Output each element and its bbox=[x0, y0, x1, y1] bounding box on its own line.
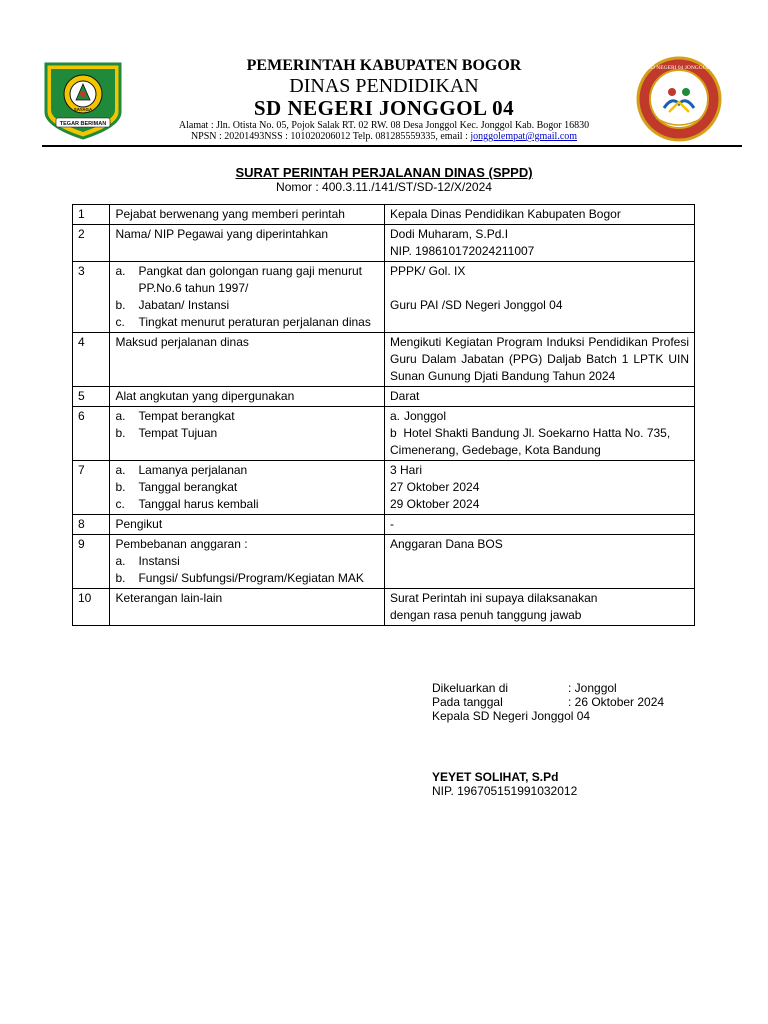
table-row bbox=[73, 333, 695, 387]
header-contact-info: NPSN : 20201493NSS : 101020206012 Telp. 081285559335, email : bbox=[190, 131, 468, 142]
header-office: DINAS PENDIDIKAN bbox=[289, 75, 479, 97]
row-value: Mengikuti Kegiatan Program Induksi Pendidikan Profesi Guru Dalam Jabatan (PPG) Daljab Batch 1 LPTK UIN Sunan Gunung Djati Bandung Tahun 2024 bbox=[384, 333, 694, 387]
svg-text:SD NEGERI 04 JONGGOL: SD NEGERI 04 JONGGOL bbox=[647, 65, 711, 71]
table-row bbox=[73, 589, 695, 626]
table-row bbox=[73, 461, 695, 515]
sppd-table bbox=[72, 204, 695, 626]
item-marker: b. bbox=[115, 298, 126, 312]
email-link[interactable]: jonggolempat@gmail.com bbox=[470, 131, 578, 142]
issued-date-row bbox=[432, 695, 664, 709]
item-marker: b. bbox=[115, 571, 126, 585]
sub-item-text: Pangkat dan golongan ruang gaji menurut PP.No.6 tahun 1997/ bbox=[138, 264, 362, 295]
row-value bbox=[384, 262, 694, 333]
sub-item bbox=[115, 425, 379, 442]
position-value: Guru PAI /SD Negeri Jonggol 04 bbox=[389, 298, 563, 312]
item-marker: a. bbox=[389, 409, 400, 423]
issued-at-label: Dikeluarkan di bbox=[432, 681, 509, 695]
item-marker: b bbox=[389, 426, 397, 440]
row-number: 1 bbox=[73, 205, 110, 225]
table-row bbox=[73, 262, 695, 333]
item-marker: b. bbox=[115, 480, 126, 494]
sub-item-text: Hotel Shakti Bandung Jl. Soekarno Hatta No. 735, Cimenerang, Gedebage, Kota Bandung bbox=[389, 426, 671, 457]
row-value bbox=[384, 461, 694, 515]
emblem-motto-text: TEGAR BERIMAN bbox=[59, 121, 107, 127]
remark-line: dengan rasa penuh tanggung jawab bbox=[389, 608, 582, 622]
item-marker: a. bbox=[115, 264, 126, 278]
header-school-name: SD NEGERI JONGGOL 04 bbox=[253, 96, 515, 120]
row-value: Kepala Dinas Pendidikan Kabupaten Bogor bbox=[384, 205, 694, 225]
header-divider bbox=[42, 145, 742, 147]
sub-item bbox=[390, 408, 689, 425]
sub-item-text: Jabatan/ Instansi bbox=[138, 298, 230, 312]
employee-nip: NIP. 198610172024211007 bbox=[389, 244, 535, 258]
sub-item bbox=[115, 496, 379, 513]
sub-item bbox=[390, 425, 689, 459]
sub-item bbox=[115, 570, 379, 587]
sub-item bbox=[115, 297, 379, 314]
row-label bbox=[110, 407, 385, 461]
item-marker: a. bbox=[115, 463, 126, 477]
sub-item-text: Tingkat menurut peraturan perjalanan dinas bbox=[138, 315, 371, 329]
document-title: SURAT PERINTAH PERJALANAN DINAS (SPPD) bbox=[235, 165, 533, 180]
sub-item bbox=[115, 314, 379, 331]
duration-value: 3 Hari bbox=[389, 463, 422, 477]
rank-value: PPPK/ Gol. IX bbox=[389, 264, 466, 278]
row-value bbox=[384, 407, 694, 461]
employee-name: Dodi Muharam, S.Pd.I bbox=[389, 227, 509, 241]
row-number: 4 bbox=[73, 333, 110, 387]
row-number: 8 bbox=[73, 515, 110, 535]
document-number: Nomor : 400.3.11./141/ST/SD-12/X/2024 bbox=[276, 180, 492, 194]
item-marker: c. bbox=[115, 315, 125, 329]
signature-block bbox=[432, 770, 577, 798]
item-marker: a. bbox=[115, 409, 126, 423]
sub-item bbox=[115, 462, 379, 479]
letterhead bbox=[0, 0, 768, 150]
row-number: 6 bbox=[73, 407, 110, 461]
row-number: 7 bbox=[73, 461, 110, 515]
issued-date-value: : 26 Oktober 2024 bbox=[568, 695, 665, 709]
sub-item-text: Tanggal berangkat bbox=[138, 480, 238, 494]
table-row bbox=[73, 205, 695, 225]
sub-item bbox=[115, 408, 379, 425]
row-value bbox=[384, 589, 694, 626]
row-number: 10 bbox=[73, 589, 110, 626]
row-label: Maksud perjalanan dinas bbox=[110, 333, 385, 387]
row-label bbox=[110, 461, 385, 515]
sub-item-text: Pembebanan anggaran : bbox=[115, 537, 248, 551]
return-date: 29 Oktober 2024 bbox=[389, 497, 480, 511]
item-marker: b. bbox=[115, 426, 126, 440]
row-value: Anggaran Dana BOS bbox=[384, 535, 694, 589]
issued-at-value: : Jonggol bbox=[568, 681, 617, 695]
row-label: Pengikut bbox=[110, 515, 385, 535]
row-number: 5 bbox=[73, 387, 110, 407]
row-label bbox=[110, 262, 385, 333]
row-number: 3 bbox=[73, 262, 110, 333]
sub-item-text: Lamanya perjalanan bbox=[138, 463, 248, 477]
row-number: 2 bbox=[73, 225, 110, 262]
issued-at-row bbox=[432, 681, 664, 695]
issued-date-label: Pada tanggal bbox=[432, 695, 503, 709]
table-row bbox=[73, 515, 695, 535]
table-row bbox=[73, 225, 695, 262]
row-label bbox=[110, 535, 385, 589]
header-government: PEMERINTAH KABUPATEN BOGOR bbox=[246, 57, 522, 74]
sub-item-text: Jonggol bbox=[403, 409, 447, 423]
row-label: Keterangan lain-lain bbox=[110, 589, 385, 626]
signer-nip: NIP. 196705151991032012 bbox=[432, 784, 578, 798]
sub-item bbox=[115, 263, 379, 297]
item-marker: a. bbox=[115, 554, 126, 568]
row-label: Alat angkutan yang dipergunakan bbox=[110, 387, 385, 407]
sub-item-text: Tempat berangkat bbox=[138, 409, 235, 423]
svg-text:SAYAGA: SAYAGA bbox=[73, 107, 93, 112]
row-number: 9 bbox=[73, 535, 110, 589]
row-value: Darat bbox=[384, 387, 694, 407]
sub-item bbox=[115, 553, 379, 570]
signer-name: YEYET SOLIHAT, S.Pd bbox=[432, 770, 559, 784]
signer-position: Kepala SD Negeri Jonggol 04 bbox=[432, 709, 591, 723]
row-value bbox=[384, 225, 694, 262]
sub-item-text: Tempat Tujuan bbox=[138, 426, 218, 440]
remark-line: Surat Perintah ini supaya dilaksanakan bbox=[389, 591, 598, 605]
sub-item bbox=[115, 479, 379, 496]
issuance-block bbox=[432, 681, 664, 723]
row-value: - bbox=[384, 515, 694, 535]
sub-item-text: Tanggal harus kembali bbox=[138, 497, 259, 511]
table-row bbox=[73, 407, 695, 461]
row-label: Nama/ NIP Pegawai yang diperintahkan bbox=[110, 225, 385, 262]
row-label: Pejabat berwenang yang memberi perintah bbox=[110, 205, 385, 225]
header-address: Alamat : Jln. Otista No. 05, Pojok Salak RT. 02 RW. 08 Desa Jonggol Kec. Jonggol Kab. Bogor 16830 bbox=[178, 120, 590, 131]
departure-date: 27 Oktober 2024 bbox=[389, 480, 480, 494]
item-marker: c. bbox=[115, 497, 125, 511]
table-row bbox=[73, 387, 695, 407]
table-row bbox=[73, 535, 695, 589]
sub-item-text: Fungsi/ Subfungsi/Program/Kegiatan MAK bbox=[138, 571, 364, 585]
sub-item-text: Instansi bbox=[138, 554, 180, 568]
school-seal bbox=[636, 56, 722, 142]
